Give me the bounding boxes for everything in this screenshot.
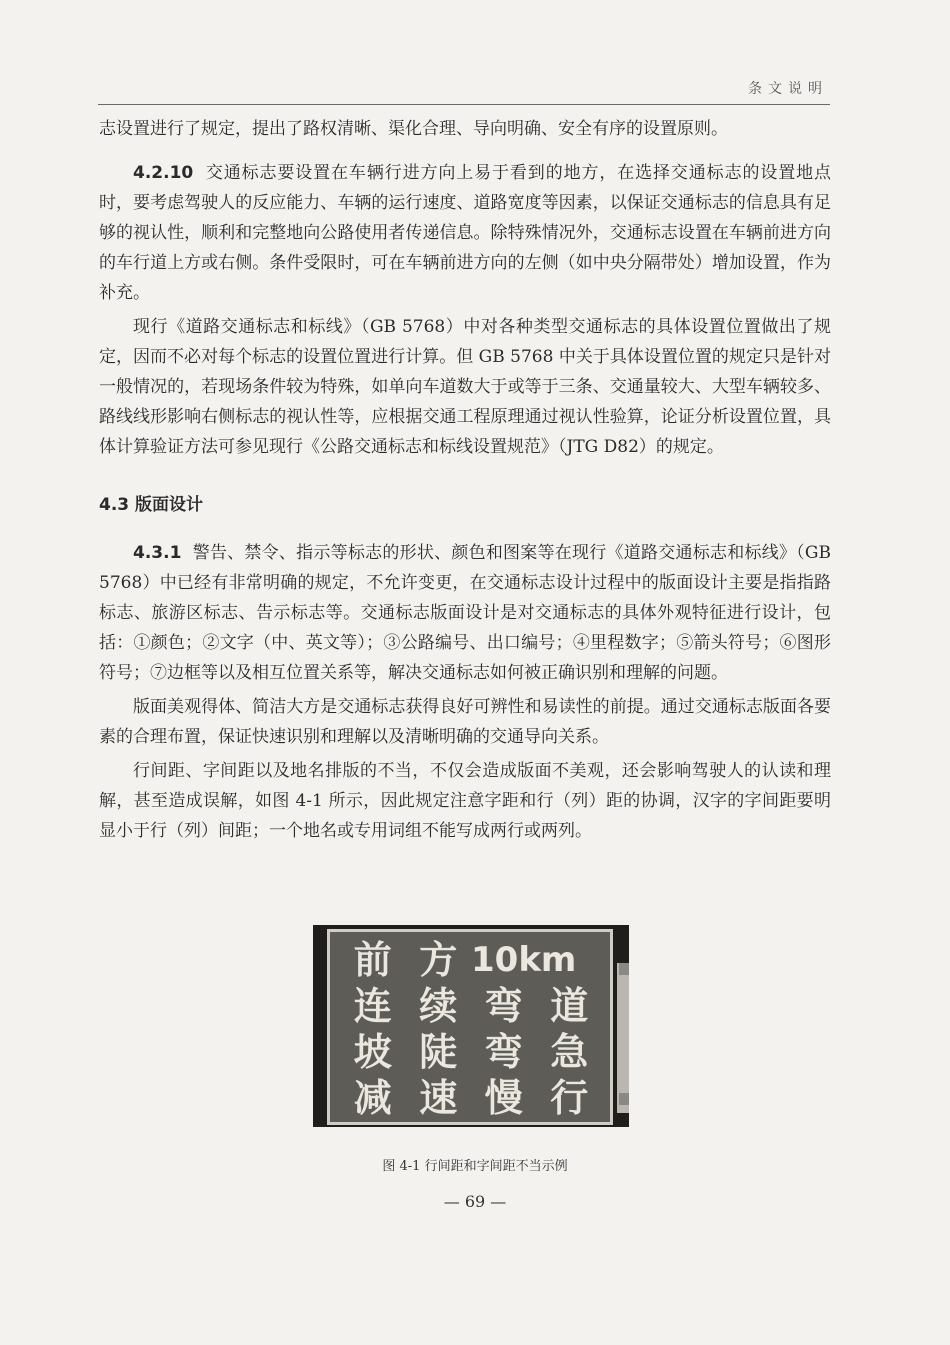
- clause-number: 4.2.10: [133, 163, 194, 183]
- sign-character: 前: [353, 938, 392, 982]
- pole-bolt: [619, 1093, 629, 1105]
- clause-text: 警告、禁令、指示等标志的形状、颜色和图案等在现行《道路交通标志和标线》（GB 5768）中已经有非常明确的规定，不允许变更，在交通标志设计过程中的版面设计主要是指指路标志、旅游区标志、告示标志等。交通标志版面设计是对交通标志的具体外观特征进行设计，包括：①颜色；②文字（中、英文等）；③公路编号、出口编号；④里程数字；⑤箭头符号；⑥图形符号；⑦边框等以及相互位置关系等，解决交通标志如何被正确识别和理解的问题。: [99, 543, 831, 683]
- road-sign: [327, 929, 613, 1125]
- header-rule: [98, 104, 830, 105]
- sign-character: 速: [419, 1076, 458, 1120]
- sign-character: 弯: [484, 1030, 523, 1074]
- sign-character: 陡: [419, 1030, 458, 1074]
- clause-number: 4.3.1: [133, 543, 182, 563]
- sign-pole: [617, 963, 629, 1113]
- sign-character: 连: [353, 984, 392, 1028]
- figure-caption: 图 4-1 行间距和字间距不当示例: [382, 1159, 568, 1174]
- sign-photo: [313, 925, 629, 1127]
- clause-4-3-1: [99, 538, 831, 688]
- paragraph-gb5768: 现行《道路交通标志和标线》（GB 5768）中对各种类型交通标志的具体设置位置做出了规定，因而不必对每个标志的设置位置进行计算。但 GB 5768 中关于具体设置位置的规定只是针对一般情况的，若现场条件较为特殊，如单向车道数大于或等于三条、交通量较大、大型车辆较多、路线线形影响右侧标志的视认性等，应根据交通工程原理通过视认性验算，论证分析设置位置，具体计算验证方法可参见现行《公路交通标志和标线设置规范》（JTG D82）的规定。: [99, 317, 831, 457]
- paragraph-spacing: 行间距、字间距以及地名排版的不当，不仅会造成版面不美观，还会影响驾驶人的认读和理解，甚至造成误解，如图 4-1 所示，因此规定注意字距和行（列）距的协调，汉字的字间距要明显小于行（列）间距；一个地名或专用词组不能写成两行或两列。: [99, 761, 831, 841]
- body-text: [99, 114, 831, 846]
- clause-text: 交通标志要设置在车辆行进方向上易于看到的地方，在选择交通标志的设置地点时，要考虑驾驶人的反应能力、车辆的运行速度、道路宽度等因素，以保证交通标志的信息具有足够的视认性，顺利和完整地向公路使用者传递信息。除特殊情况外，交通标志设置在车辆前进方向的车行道上方或右侧。条件受限时，可在车辆前进方向的左侧（如中央分隔带处）增加设置，作为补充。: [99, 163, 832, 303]
- sign-character: 行: [550, 1076, 589, 1120]
- paragraph-continued: 志设置进行了规定，提出了路权清晰、渠化合理、导向明确、安全有序的设置原则。: [99, 119, 728, 139]
- pole-bolt: [619, 963, 629, 975]
- page-number: — 69 —: [443, 1192, 507, 1211]
- section-heading: 4.3 版面设计: [99, 495, 204, 515]
- sign-character: 坡: [353, 1030, 392, 1074]
- sign-character: 方: [419, 938, 458, 982]
- paragraph-layout: 版面美观得体、简洁大方是交通标志获得良好可辨性和易读性的前提。通过交通标志版面各要素的合理布置，保证快速识别和理解以及清晰明确的交通导向关系。: [99, 697, 831, 747]
- sign-character: 减: [353, 1076, 392, 1120]
- clause-4-2-10: [99, 158, 831, 308]
- sign-character: 慢: [484, 1076, 523, 1120]
- running-title: 条文说明: [748, 81, 828, 97]
- sign-character: 续: [419, 984, 458, 1028]
- sign-character: 急: [550, 1030, 589, 1074]
- sign-text-grid: [340, 938, 602, 1120]
- sign-distance: 10km: [471, 940, 577, 980]
- sign-character: 弯: [484, 984, 523, 1028]
- sign-character: 道: [550, 984, 589, 1028]
